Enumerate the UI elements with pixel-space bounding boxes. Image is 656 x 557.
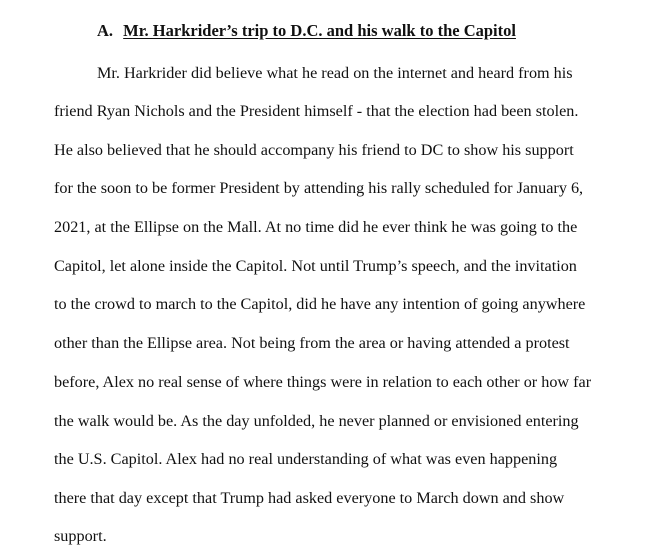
body-line: for the soon to be former President by attending his rally scheduled for January 6,: [54, 179, 584, 197]
body-line: 2021, at the Ellipse on the Mall. At no time did he ever think he was going to the: [54, 218, 578, 236]
body-line: other than the Ellipse area. Not being from the area or having attended a protest: [54, 334, 570, 352]
section-title: Mr. Harkrider’s trip to D.C. and his walk to the Capitol: [123, 21, 516, 40]
body-line: the U.S. Capitol. Alex had no real understanding of what was even happening: [54, 450, 558, 468]
body-line: to the crowd to march to the Capitol, did he have any intention of going anywhere: [54, 295, 586, 313]
body-line: support.: [54, 527, 107, 545]
body-line: He also believed that he should accompany his friend to DC to show his support: [54, 141, 574, 159]
body-line: Mr. Harkrider did believe what he read on the internet and heard from his: [97, 64, 573, 82]
body-line: Capitol, let alone inside the Capitol. Not until Trump’s speech, and the invitation: [54, 257, 577, 275]
body-line: the walk would be. As the day unfolded, he never planned or envisioned entering: [54, 412, 579, 430]
body-line: there that day except that Trump had asked everyone to March down and show: [54, 489, 565, 507]
section-heading: [97, 20, 516, 42]
body-line: friend Ryan Nichols and the President himself - that the election had been stolen.: [54, 102, 579, 120]
section-label: A.: [97, 21, 114, 40]
body-line: before, Alex no real sense of where things were in relation to each other or how far: [54, 373, 592, 391]
